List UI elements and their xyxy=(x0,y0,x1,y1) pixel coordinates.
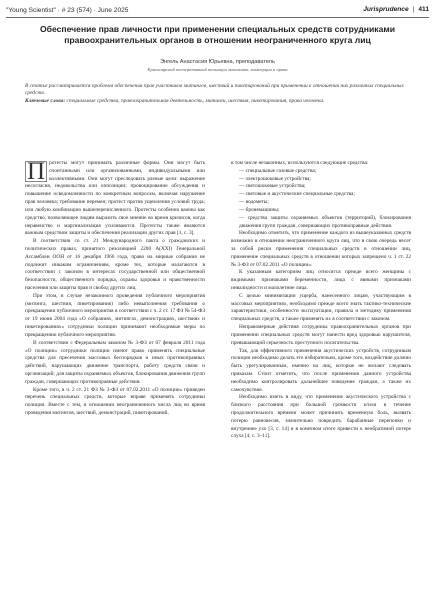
paragraph: При этом, в случае незаконного проведения публичного мероприятия (митинга, шествия, пикетирования) либо невыполнения требования о прекращении публичного мероприятия в соответствии с ч. 2 ст. 17 ФЗ № 54-ФЗ от 19 июня 2004 года «О собраниях, митингах, демонстрациях, шествиях и пикетированиях» сотрудники полиции принимают необходимые меры по прекращению публичного мероприятия. xyxy=(25,292,205,338)
paragraph: Кроме того, в ч. 2 ст. 21 ФЗ № 3-ФЗ от 07.02.2011 «О полиции» приведен перечень специальных средств, которые вправе применять сотрудники полиции. Вместе с тем, в отношении неограниченного числа лиц во время проведения митингов, шествий, демонстраций, пикетирований, xyxy=(25,386,205,416)
list-item: — специальные газовые средства; xyxy=(239,167,317,174)
header-section-page xyxy=(363,6,429,13)
header-separator: | xyxy=(412,6,415,13)
author-line: Энгель Анастасия Юрьевна, преподаватель xyxy=(160,59,275,65)
page-number: 411 xyxy=(418,6,429,13)
paragraph: Необходимо отметить, что применение каждого из вышеуказанных средств возможно в отношении неограниченного круга лиц, что в свою очередь несет за собой риски применения специальных средств в отношении лиц, применение специальных средств в отношении которых запрещено ч. 1 ст. 22 № 3-ФЗ от 07.02.2011 «О полиции». xyxy=(231,230,411,268)
affiliation: Красноярский кооперативный техникум экономики, коммерции и права xyxy=(147,67,288,72)
header-rule xyxy=(6,17,429,18)
keywords-label: Ключевые слова: xyxy=(25,98,66,104)
journal-issue: "Young Scientist" · # 23 (574) · June 2025 xyxy=(6,7,129,14)
running-header xyxy=(0,0,435,17)
abstract: В статье рассматривается проблема обеспечения прав участников митингов, шествий и пикетирований при применении в отношении них различных специальных средств. xyxy=(25,83,404,97)
list-item: — световые и акустические специальные средства; xyxy=(239,191,355,198)
paragraph xyxy=(25,160,205,238)
article-title: Обеспечение прав личности при применении специальных средств сотрудниками правоохранительных органов в отношении неограниченного круга лиц xyxy=(39,24,395,45)
keywords-text: специальные средства, правоохранительная деятельность, митинги, шествия, пикетирования, права человека. xyxy=(66,98,325,104)
drop-cap: П xyxy=(27,158,46,185)
list-item: — электрошоковые устройства; xyxy=(239,175,311,182)
paragraph: К указанным категориям лиц относятся прежде всего женщины с видимыми признаками беременности, лица с явными признаками инвалидности и малолетние лица. xyxy=(231,269,411,291)
paragraph: В соответствии со ст. 21 Международного пакта о гражданских и политических правах, принятого резолюцией 2200 А(XXI) Генеральной Ассамблеи ООН от 16 декабря 1966 года, право на мирные собрания не подлежит никаким ограничениям, кроме тех, которые налагаются в соответствии с законом в интересах государственной или общественной безопасности, общественного порядка, охраны здоровья и нравственности населения или защиты прав и свобод других лиц. xyxy=(25,238,205,291)
keywords xyxy=(25,98,413,105)
list-item: — бронемашины; xyxy=(239,206,280,213)
paragraph: С целью минимизации ущерба, нанесенного лицам, участвующим в массовых мероприятиях, необходимо прежде всего знать тактико-технические характеристики, особенности эксплуатации, правила и методику применения специальных средств, а также применять их в соответствии с законом. xyxy=(231,292,411,323)
paragraph: Так, для эффективного применения акустических устройств, сотрудникам полиции необходимо делать это избирательно, кроме того, воздействие должно быть урегулированным, именно на лиц, которые не желают следовать приказам. Стоит отметить, что после применения данного устройства необходимо контролировать дальнейшее поведение граждан, а также их самочувствие. xyxy=(231,347,411,393)
paragraph: Неправомерные действия сотрудника правоохранительных органов при применении специальных средств могут нанести вред здоровью нарушителя, превышающий серьезность преступного посягательства. xyxy=(231,324,411,346)
section-name: Jurisprudence xyxy=(363,6,409,13)
left-column xyxy=(25,160,205,418)
list-intro: в том числе незаконных, используются следующие средства: xyxy=(231,160,369,166)
paragraph: В соответствии с Федеральным законом № 3-ФЗ от 07 февраля 2011 года «О полиции» сотрудники полиции имеют право применять специальные средства для пресечения массовых беспорядков и иных противоправных действий, нарушающих движение транспорта, работу средств связи и организаций; для защиты охраняемых объектов, блокирования движения групп граждан, совершающих противоправные действия. xyxy=(25,339,205,385)
list-item: — светошоковые устройства; xyxy=(239,183,306,190)
right-column xyxy=(231,160,411,441)
paragraph: Необходимо иметь в виду, что применение акустического устройства с близкого расстояния при большой громкости и/или в течение продолжительного времени может причинить временную боль, вызвать потерю равновесия, значительно повредить барабанные перепонки и внутреннее ухо [3, с. 14] и в конечном итоге привести к необратимой потере слуха [4, с. 3–11]. xyxy=(231,394,411,440)
list-item: — водометы; xyxy=(239,199,269,206)
paragraph-text: ротесты могут принимать различные формы. Они могут быть спонтанными или организованными, индивидуальными или коллективными. Они могут преследовать разные цели: выражение несогласия, недовольства или оппозиции; провоцирование обсуждения и повышение осведомленности по конкретным вопросам, включая нарушение прав человека; требование перемен; протест против ущемления условий труда; или любую комбинацию вышеперечисленного. Протесты особенно важны как средство, позволяющее людям выразить свое мнение во время кризисов, когда неравенство и маргинализация усиливаются. Протесты также являются важным средством защиты и обеспечения реализации других прав [1, с. 3]. xyxy=(25,160,205,237)
list-item: — средства защиты охраняемых объектов (территорий), блокирования движения групп граждан, совершающих противоправные действия. xyxy=(239,214,411,229)
